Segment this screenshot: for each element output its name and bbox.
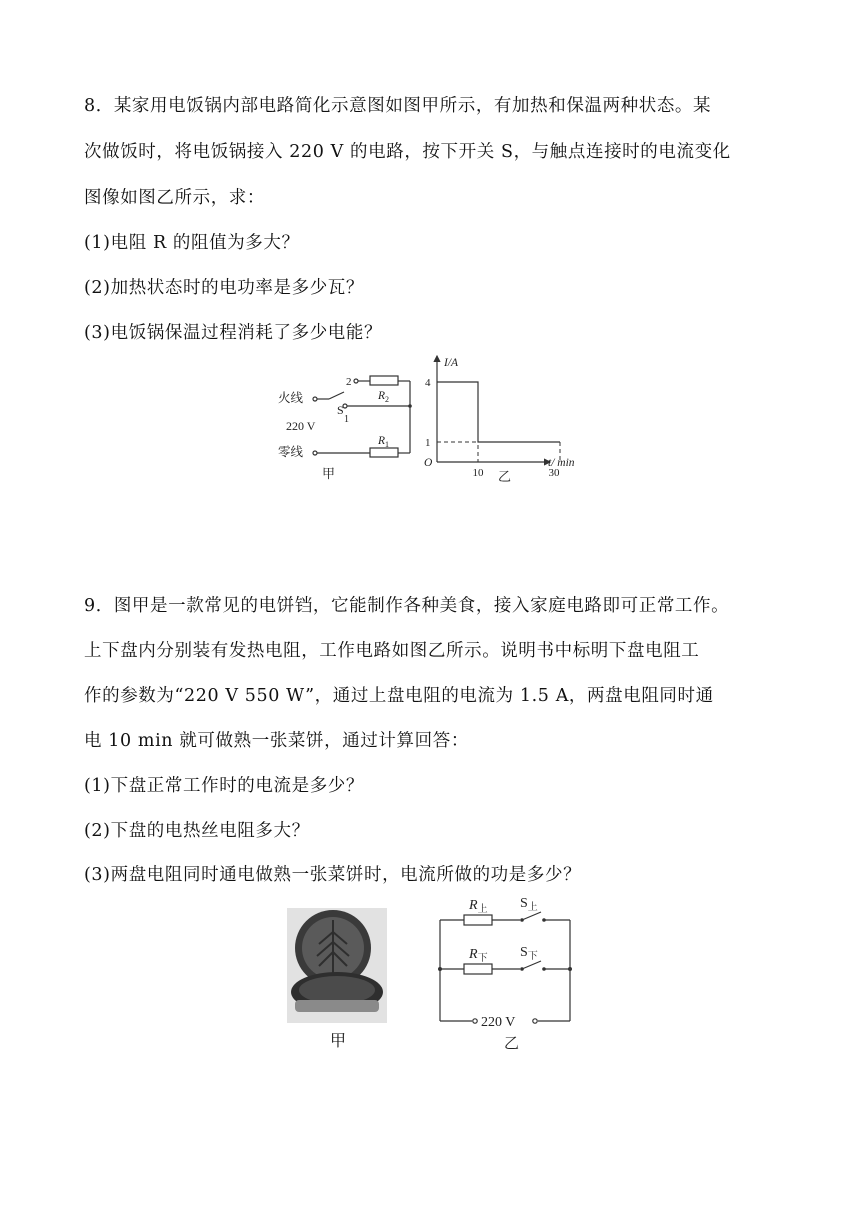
q8-current-time-chart (420, 350, 590, 490)
q8-sub-3: (3)电饭锅保温过程消耗了多少电能？ (84, 323, 383, 343)
s-lower-label: $S_下$ (520, 945, 538, 962)
q9-circuit-diagram (428, 888, 588, 1053)
voltage-label: 220 V (286, 419, 316, 433)
q8-circuit-diagram (272, 362, 422, 487)
x-tick-30: 30 (548, 467, 560, 479)
q9-circuit-caption: 乙 (504, 1036, 520, 1052)
live-wire-label: 火线 (278, 391, 304, 405)
q9-sub-1: (1)下盘正常工作时的电流是多少？ (84, 776, 364, 796)
q9-line-4: 电 10 min 就可做熟一张菜饼，通过计算回答： (84, 731, 469, 751)
origin-label: O (424, 457, 433, 469)
q9-line-1: 9．图甲是一款常见的电饼铛，它能制作各种美食，接入家庭电路即可正常工作。 (84, 596, 730, 616)
supply-voltage-label: 220 V (481, 1015, 516, 1030)
x-axis-label: t/ min (548, 457, 575, 469)
neutral-terminal (313, 451, 317, 455)
contact-2 (354, 379, 358, 383)
q8-sub-1: (1)电阻 R 的阻值为多大？ (84, 233, 300, 253)
supply-terminal-left (473, 1019, 477, 1023)
q8-line-3: 图像如图乙所示，求： (84, 188, 265, 208)
contact-2-label: 2 (346, 376, 352, 388)
q9-sub-3: (3)两盘电阻同时通电做熟一张菜饼时，电流所做的功是多少？ (84, 865, 582, 885)
live-terminal (313, 397, 317, 401)
current-series-line (437, 382, 560, 442)
resistor-r1 (370, 448, 398, 457)
s-upper-label: $S_上$ (520, 896, 538, 913)
supply-terminal-right (533, 1019, 537, 1023)
circuit-caption: 甲 (322, 466, 336, 481)
q9-sub-2: (2)下盘的电热丝电阻多大？ (84, 821, 310, 841)
resistor-lower (464, 964, 492, 974)
switch-lower (522, 961, 541, 969)
contact-1-label: 1 (344, 414, 349, 425)
q8-line-2: 次做饭时，将电饭锅接入 220 V 的电路，按下开关 S，与触点连接时的电流变化 (84, 142, 731, 162)
y-tick-4: 4 (425, 377, 431, 389)
switch-label: S (337, 403, 344, 417)
photo-caption: 甲 (330, 1031, 347, 1050)
q8-line-1: 8．某家用电饭锅内部电路简化示意图如图甲所示，有加热和保温两种状态。某 (84, 96, 712, 116)
griddle-photo (287, 908, 387, 1023)
resistor-r2 (370, 376, 398, 385)
chart-caption: 乙 (498, 469, 512, 484)
r2-label: $R_2$ (378, 390, 390, 404)
x-tick-10: 10 (472, 467, 484, 479)
resistor-upper (464, 915, 492, 925)
q9-line-2: 上下盘内分别装有发热电阻，工作电路如图乙所示。说明书中标明下盘电阻工 (84, 641, 700, 661)
q9-line-3: 作的参数为“220 V 550 W”，通过上盘电阻的电流为 1.5 A，两盘电阻同时通 (84, 686, 714, 706)
switch-upper (522, 912, 541, 920)
neutral-wire-label: 零线 (278, 445, 304, 459)
r-upper-label: $R_上$ (469, 898, 488, 915)
switch-blade (329, 392, 344, 399)
r1-label: $R_1$ (378, 435, 390, 449)
q8-sub-2: (2)加热状态时的电功率是多少瓦？ (84, 278, 364, 298)
y-axis-label: I/A (444, 357, 459, 369)
r-lower-label: $R_下$ (469, 947, 488, 964)
y-tick-1: 1 (425, 437, 431, 449)
